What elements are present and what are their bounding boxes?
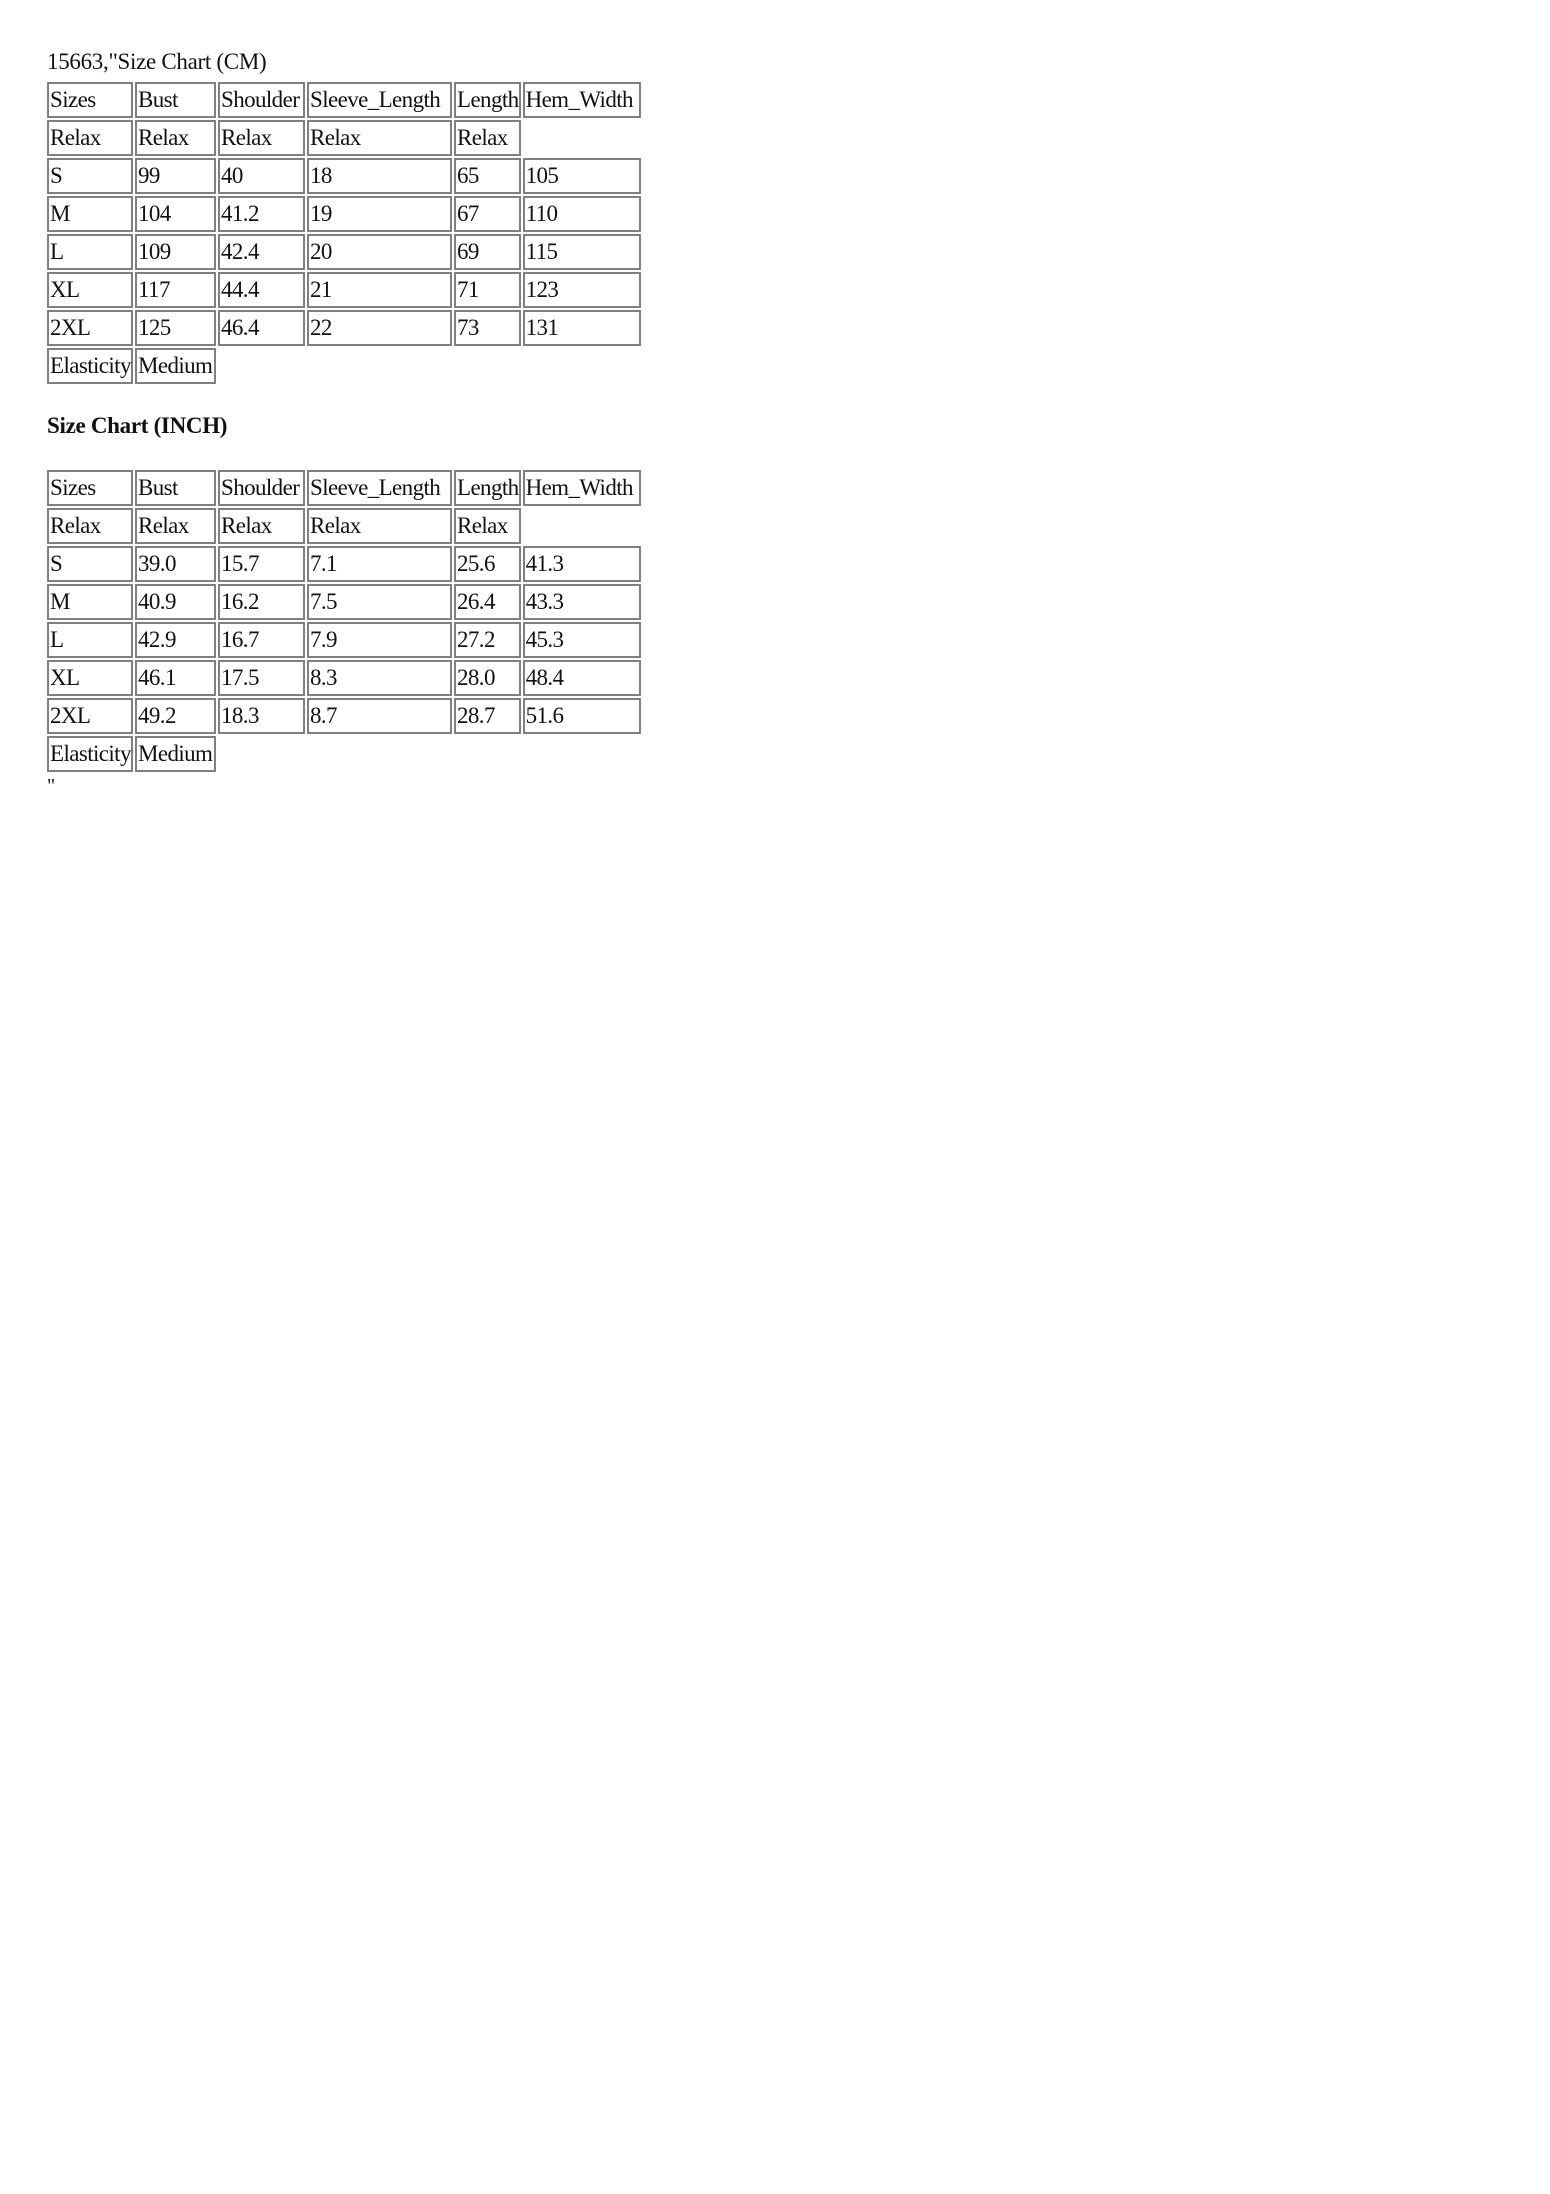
table-row (47, 660, 641, 696)
header-cell: Bust (135, 82, 216, 118)
value-cell: 19 (307, 196, 452, 232)
value-cell: 65 (454, 158, 521, 194)
value-cell: 41.2 (218, 196, 305, 232)
size-cell: L (47, 622, 133, 658)
value-cell: 49.2 (135, 698, 216, 734)
cm-chart-caption: 15663,"Size Chart (CM) (47, 49, 267, 74)
size-cell: L (47, 234, 133, 270)
header-cell: Length (454, 82, 521, 118)
value-cell: 28.0 (454, 660, 521, 696)
value-cell: 18.3 (218, 698, 305, 734)
size-chart-page (47, 48, 747, 796)
value-cell: 39.0 (135, 546, 216, 582)
value-cell: 8.7 (307, 698, 452, 734)
fit-cell: Relax (218, 120, 305, 156)
table-row (47, 584, 641, 620)
value-cell: 8.3 (307, 660, 452, 696)
value-cell: 48.4 (523, 660, 641, 696)
value-cell: 71 (454, 272, 521, 308)
table-row (47, 272, 641, 308)
value-cell: 110 (523, 196, 641, 232)
value-cell: 69 (454, 234, 521, 270)
fit-cell: Relax (135, 120, 216, 156)
header-cell: Sizes (47, 470, 133, 506)
header-cell: Sizes (47, 82, 133, 118)
value-cell: 115 (523, 234, 641, 270)
value-cell: 51.6 (523, 698, 641, 734)
empty-cell (523, 508, 641, 544)
value-cell: 25.6 (454, 546, 521, 582)
size-cell: 2XL (47, 310, 133, 346)
elasticity-label-cell: Elasticity (47, 348, 133, 384)
header-cell: Bust (135, 470, 216, 506)
empty-cell (454, 736, 521, 772)
value-cell: 45.3 (523, 622, 641, 658)
fit-row (47, 120, 641, 156)
value-cell: 16.2 (218, 584, 305, 620)
elasticity-label-cell: Elasticity (47, 736, 133, 772)
header-cell: Sleeve_Length (307, 470, 452, 506)
header-cell: Hem_Width (523, 470, 641, 506)
value-cell: 46.1 (135, 660, 216, 696)
size-cell: 2XL (47, 698, 133, 734)
value-cell: 44.4 (218, 272, 305, 308)
value-cell: 27.2 (454, 622, 521, 658)
size-cell: S (47, 546, 133, 582)
size-cell: M (47, 584, 133, 620)
value-cell: 73 (454, 310, 521, 346)
value-cell: 22 (307, 310, 452, 346)
value-cell: 28.7 (454, 698, 521, 734)
value-cell: 21 (307, 272, 452, 308)
elasticity-value-cell: Medium (135, 348, 216, 384)
value-cell: 105 (523, 158, 641, 194)
value-cell: 46.4 (218, 310, 305, 346)
header-cell: Shoulder (218, 470, 305, 506)
fit-cell: Relax (135, 508, 216, 544)
size-cell: M (47, 196, 133, 232)
value-cell: 26.4 (454, 584, 521, 620)
table-row (47, 546, 641, 582)
fit-row (47, 508, 641, 544)
value-cell: 40 (218, 158, 305, 194)
table-row (47, 622, 641, 658)
value-cell: 131 (523, 310, 641, 346)
table-header-row (47, 82, 641, 118)
header-cell: Hem_Width (523, 82, 641, 118)
value-cell: 7.5 (307, 584, 452, 620)
fit-cell: Relax (307, 120, 452, 156)
size-cell: XL (47, 660, 133, 696)
value-cell: 16.7 (218, 622, 305, 658)
trailing-quote: " (47, 775, 56, 797)
value-cell: 117 (135, 272, 216, 308)
fit-cell: Relax (454, 508, 521, 544)
empty-cell (218, 736, 305, 772)
size-cell: S (47, 158, 133, 194)
value-cell: 17.5 (218, 660, 305, 696)
empty-cell (523, 120, 641, 156)
value-cell: 67 (454, 196, 521, 232)
fit-cell: Relax (307, 508, 452, 544)
table-row (47, 234, 641, 270)
elasticity-row (47, 348, 641, 384)
value-cell: 123 (523, 272, 641, 308)
table-row (47, 698, 641, 734)
size-cell: XL (47, 272, 133, 308)
value-cell: 20 (307, 234, 452, 270)
empty-cell (523, 348, 641, 384)
value-cell: 125 (135, 310, 216, 346)
empty-cell (218, 348, 305, 384)
value-cell: 42.4 (218, 234, 305, 270)
empty-cell (307, 348, 452, 384)
value-cell: 43.3 (523, 584, 641, 620)
value-cell: 15.7 (218, 546, 305, 582)
table-row (47, 310, 641, 346)
fit-cell: Relax (47, 120, 133, 156)
value-cell: 104 (135, 196, 216, 232)
header-cell: Shoulder (218, 82, 305, 118)
fit-cell: Relax (47, 508, 133, 544)
table-row (47, 158, 641, 194)
value-cell: 109 (135, 234, 216, 270)
cm-size-table (45, 80, 643, 386)
table-header-row (47, 470, 641, 506)
elasticity-row (47, 736, 641, 772)
table-row (47, 196, 641, 232)
value-cell: 7.1 (307, 546, 452, 582)
header-cell: Length (454, 470, 521, 506)
value-cell: 99 (135, 158, 216, 194)
value-cell: 18 (307, 158, 452, 194)
value-cell: 40.9 (135, 584, 216, 620)
empty-cell (454, 348, 521, 384)
inch-chart-heading: Size Chart (INCH) (47, 413, 228, 438)
value-cell: 41.3 (523, 546, 641, 582)
header-cell: Sleeve_Length (307, 82, 452, 118)
fit-cell: Relax (454, 120, 521, 156)
value-cell: 7.9 (307, 622, 452, 658)
empty-cell (307, 736, 452, 772)
inch-size-table (45, 468, 643, 774)
value-cell: 42.9 (135, 622, 216, 658)
elasticity-value-cell: Medium (135, 736, 216, 772)
fit-cell: Relax (218, 508, 305, 544)
empty-cell (523, 736, 641, 772)
